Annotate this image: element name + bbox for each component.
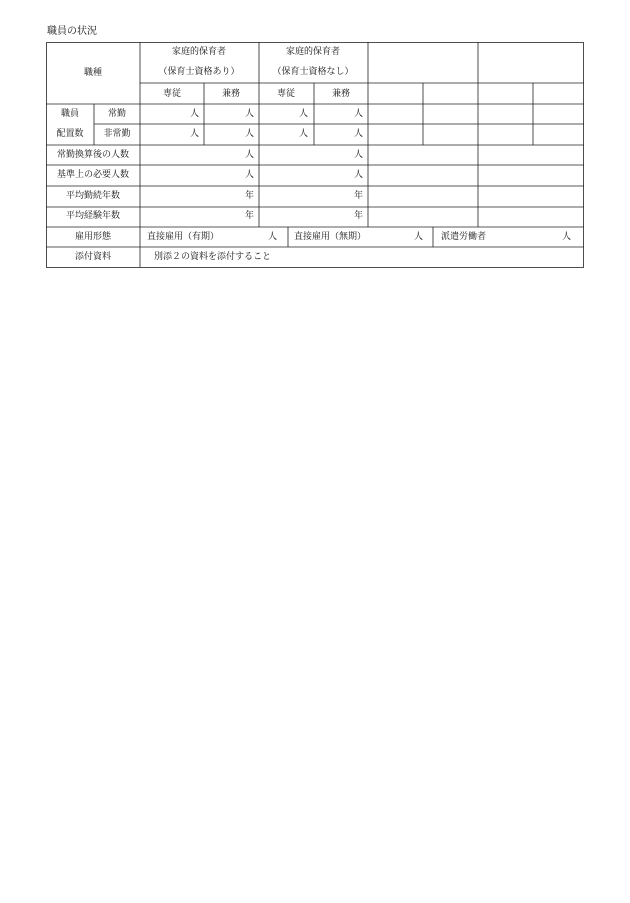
row-kansan-label: 常勤換算後の人数: [56, 150, 130, 160]
unit-nen: 年: [353, 191, 363, 201]
header-kennmu-2: 兼務: [331, 89, 351, 99]
unit-nin: 人: [298, 109, 308, 119]
unit-nin: 人: [353, 150, 363, 160]
unit-nin: 人: [353, 109, 363, 119]
header-katei-nashi-line2: （保育士資格なし）: [272, 67, 354, 77]
employment-muki: 直接雇用（無期）: [294, 232, 367, 242]
unit-nin: 人: [267, 232, 277, 242]
unit-nin: 人: [244, 129, 254, 139]
unit-nin: 人: [244, 170, 254, 180]
unit-nin: 人: [353, 129, 363, 139]
unit-nen: 年: [244, 191, 254, 201]
header-senju-2: 専従: [276, 89, 296, 99]
unit-nin: 人: [244, 109, 254, 119]
row-hijokin-label: 非常勤: [103, 129, 131, 139]
header-katei-ari-line1: 家庭的保育者: [171, 47, 227, 57]
unit-nin: 人: [561, 232, 571, 242]
row-jokin-label: 常勤: [107, 109, 127, 119]
header-katei-ari-line2: （保育士資格あり）: [158, 67, 240, 77]
row-tenpu-label: 添付資料: [74, 252, 112, 262]
unit-nen: 年: [353, 211, 363, 221]
row-keiken-label: 平均経験年数: [65, 211, 121, 221]
unit-nin: 人: [353, 170, 363, 180]
unit-nin: 人: [189, 109, 199, 119]
unit-nin: 人: [244, 150, 254, 160]
row-koyo-label: 雇用形態: [74, 232, 112, 242]
header-katei-nashi-line1: 家庭的保育者: [285, 47, 341, 57]
employment-haken: 派遣労働者: [441, 232, 487, 242]
row-hitsuyo-label: 基準上の必要人数: [56, 170, 130, 180]
section-title: 職員の状況: [47, 26, 97, 37]
row-haichisu-label: 配置数: [56, 129, 84, 139]
header-shokushu: 職種: [83, 68, 103, 78]
employment-yuki: 直接雇用（有期）: [147, 232, 220, 242]
row-shokuin-label: 職員: [60, 109, 80, 119]
header-kennmu-1: 兼務: [221, 89, 241, 99]
unit-nin: 人: [413, 232, 423, 242]
attachment-note: 別添２の資料を添付すること: [154, 252, 272, 262]
unit-nin: 人: [189, 129, 199, 139]
unit-nen: 年: [244, 211, 254, 221]
unit-nin: 人: [298, 129, 308, 139]
header-senju-1: 専従: [162, 89, 182, 99]
row-kinzoku-label: 平均勤続年数: [65, 191, 121, 201]
